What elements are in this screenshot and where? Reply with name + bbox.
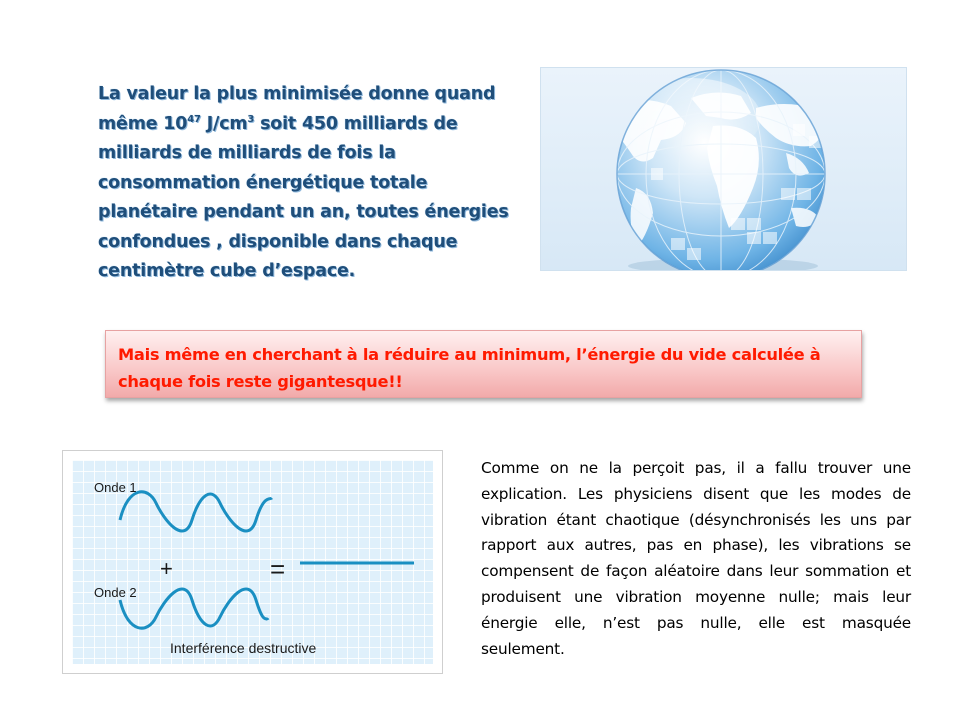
globe-icon: [541, 68, 906, 270]
top-paragraph-part2: J/cm: [200, 113, 248, 134]
wave-diagram: [62, 450, 443, 674]
wave2-label: Onde 2: [94, 585, 137, 600]
top-paragraph: [98, 80, 518, 287]
top-paragraph-unit-exponent: 3: [247, 113, 255, 125]
top-paragraph-exponent: 47: [187, 113, 201, 125]
globe-image: [540, 67, 907, 271]
plus-sign: +: [160, 556, 173, 581]
diagram-caption: Interférence destructive: [170, 640, 317, 656]
wave1-label: Onde 1: [94, 480, 137, 495]
wave2-curve: [120, 589, 268, 628]
top-paragraph-part3: soit 450 milliards de milliards de milliards de fois la consommation énergétique totale planétaire pendant un an, toutes énergies confondues , disponible dans chaque centimètre cube d’espace.: [98, 113, 509, 281]
wave1-curve: [120, 492, 272, 531]
equals-sign: =: [270, 554, 286, 584]
wave-diagram-grid: [72, 460, 433, 664]
top-paragraph-part1: La valeur la plus minimisée donne quand même 10: [98, 84, 496, 134]
wave-diagram-svg: [72, 460, 433, 664]
callout-text: Mais même en cherchant à la réduire au minimum, l’énergie du vide calculée à chaque fois reste gigantesque!!: [118, 345, 821, 391]
explanation-paragraph: Comme on ne la perçoit pas, il a fallu trouver une explication. Les physiciens disent que les modes de vibration étant chaotique (désynchronisés les uns par rapport aux autres, pas en phase), les vibrations se compensent de façon aléatoire dans leur sommation et produisent une vibration moyenne nulle; mais leur énergie elle, n’est pas nulle, elle est masquée seulement.: [481, 459, 911, 658]
highlight-callout: [105, 330, 862, 398]
